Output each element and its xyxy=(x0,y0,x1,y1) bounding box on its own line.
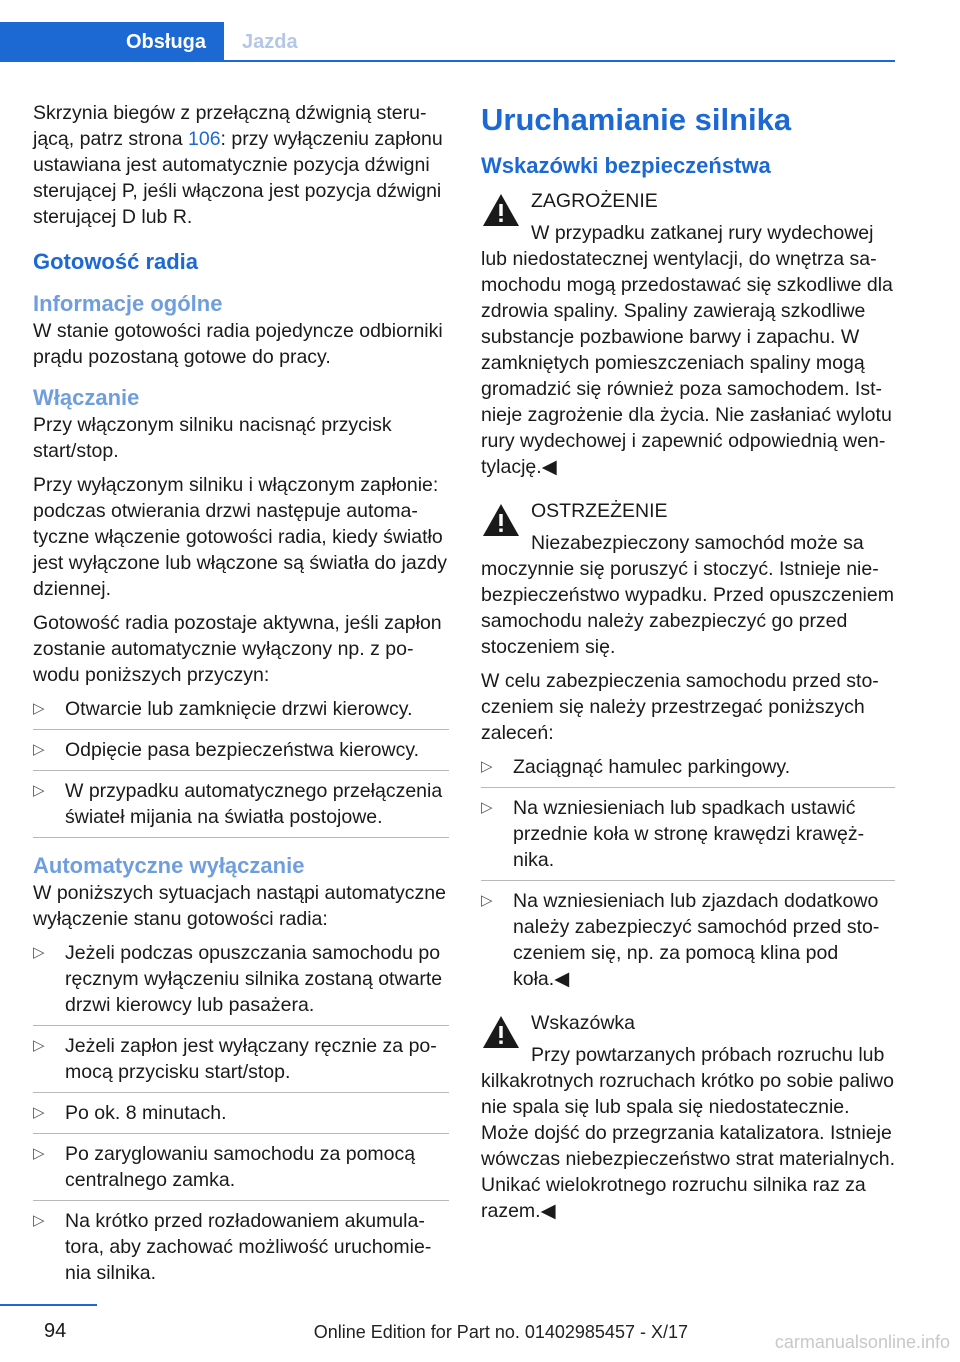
list-item xyxy=(33,737,449,771)
auto-off-paragraph: W poniższych sytuacjach nastąpi automatyczne wyłączenie stanu gotowości radia: xyxy=(33,882,446,930)
auto-off-list xyxy=(33,940,449,1286)
warning-title: OSTRZEŻENIE xyxy=(531,500,668,522)
list-item xyxy=(481,888,895,992)
heading-engine-start: Uruchamianie silnika xyxy=(481,102,792,137)
triangle-bullet-icon: ▷ xyxy=(33,782,45,799)
header-rule xyxy=(0,60,895,62)
switching-on-paragraph-1: Przy włączonym silniku nacisnąć przycisk start/stop. xyxy=(33,414,392,462)
list-item-text: Na wzniesieniach lub zjazdach dodatkowo należy zabezpieczyć samochód przed stoczeniem się, np. za pomocą klina pod koła.◀ xyxy=(513,890,880,990)
tab-obsluga[interactable]: Obsługa xyxy=(0,22,224,62)
list-item-text: W przypadku automatycznego przełączenia świateł mijania na światła postojowe. xyxy=(65,780,443,828)
list-item-text: Zaciągnąć hamulec parkingowy. xyxy=(513,756,791,778)
list-item xyxy=(33,1208,449,1286)
list-item-text: Po ok. 8 minutach. xyxy=(65,1102,227,1124)
warning-caution xyxy=(481,498,895,660)
triangle-bullet-icon: ▷ xyxy=(481,892,493,909)
triangle-bullet-icon: ▷ xyxy=(481,799,493,816)
warning-triangle-icon xyxy=(481,192,521,228)
triangle-bullet-icon: ▷ xyxy=(33,700,45,717)
warning-first-line: Przy powtarzanych próbach rozruchu lub xyxy=(531,1044,885,1066)
list-item-text: Jeżeli podczas opuszczania samochodu po ręcznym wyłączeniu silnika zostaną otwarte drzwi kierowcy lub pasażera. xyxy=(65,942,443,1016)
list-item-text: Po zaryglowaniu samochodu za pomocą centralnego zamka. xyxy=(65,1143,416,1191)
warning-first-line: W przypadku zatkanej rury wydechowej xyxy=(531,222,874,244)
list-item-text: Na wzniesieniach lub spadkach ustawić przednie koła w stronę krawędzi krawężnika. xyxy=(513,797,865,871)
triangle-bullet-icon: ▷ xyxy=(33,944,45,961)
warning-body: lub niedostatecznej wentylacji, do wnętrza samochodu mogą przedostawać się szkodliwe dla zdrowia spaliny. Spaliny zawierają szkodliwe substancje pozbawione barwy i zapachu. W zamkniętych pomieszczeniach spaliny mogą gromadzić się również poza samochodem. Istnieje zagrożenie dla życia. Nie zasłaniać wylotu rury wydechowej i zapewnić odpowiednią wentylację.◀ xyxy=(481,248,893,478)
warning-note xyxy=(481,1010,895,1224)
intro-text-post: : przy wyłączeniu zapłonu ustawiana jest automatycznie pozycja dźwigni sterującej P, jeśli włączona jest pozycja dźwigni sterującej D lub R. xyxy=(33,128,443,228)
left-column xyxy=(33,100,449,1294)
edition-note: Online Edition for Part no. 01402985457 - X/17 xyxy=(313,1322,688,1342)
right-column xyxy=(481,100,895,1232)
heading-switching-on: Włączanie xyxy=(33,385,140,410)
list-item xyxy=(33,1033,449,1093)
warning-first-line: Niezabezpieczony samochód może sa xyxy=(531,532,864,554)
tab-jazda[interactable]: Jazda xyxy=(242,31,298,53)
footer-rule xyxy=(0,1304,97,1306)
list-item xyxy=(481,754,895,788)
triangle-bullet-icon: ▷ xyxy=(33,1104,45,1121)
warning-danger xyxy=(481,188,895,480)
switching-on-paragraph-2: Przy wyłączonym silniku i włączonym zapłonie: podczas otwierania drzwi następuje automatyczne włączenie gotowości radia, kiedy światło jest wyłączone lub włączone są światła do jazdy dziennej. xyxy=(33,474,448,600)
triangle-bullet-icon: ▷ xyxy=(33,741,45,758)
list-item-text: Odpięcie pasa bezpieczeństwa kierowcy. xyxy=(65,739,420,761)
chapter-tab-bar xyxy=(0,22,895,62)
general-info-paragraph: W stanie gotowości radia pojedyncze odbiorniki prądu pozostaną gotowe do pracy. xyxy=(33,320,443,368)
list-item xyxy=(33,940,449,1026)
triangle-bullet-icon: ▷ xyxy=(33,1037,45,1054)
warning-triangle-icon xyxy=(481,1014,521,1050)
page-number: 94 xyxy=(44,1320,67,1342)
triangle-bullet-icon: ▷ xyxy=(33,1145,45,1162)
page-reference-link[interactable]: 106 xyxy=(188,128,221,150)
list-item xyxy=(33,696,449,730)
intro-text-pre: Skrzynia biegów z przełączną dźwignią sterującą, patrz strona xyxy=(33,102,427,150)
triangle-bullet-icon: ▷ xyxy=(481,758,493,775)
list-item xyxy=(481,795,895,881)
watermark: carmanualsonline.info xyxy=(774,1332,950,1352)
switching-on-paragraph-3: Gotowość radia pozostaje aktywna, jeśli zapłon zostanie automatycznie wyłączony np. z powodu poniższych przyczyn: xyxy=(33,612,442,686)
list-item xyxy=(33,778,449,838)
heading-general-info: Informacje ogólne xyxy=(33,291,223,316)
list-item xyxy=(33,1141,449,1201)
heading-safety-notes: Wskazówki bezpieczeństwa xyxy=(481,153,771,178)
intro-paragraph xyxy=(33,100,449,230)
warning-body: kilkakrotnych rozruchach krótko po sobie paliwo nie spala się lub spala się niedostatecznie. Może dojść do przegrzania katalizatora. Istnieje wówczas niebezpieczeństwo strat materialnych. Unikać wielokrotnego rozruchu silnika raz za razem.◀ xyxy=(481,1070,896,1222)
warning-title: Wskazówka xyxy=(531,1012,636,1034)
heading-auto-off: Automatyczne wyłączanie xyxy=(33,853,305,878)
warning-title: ZAGROŻENIE xyxy=(531,190,658,212)
heading-radio-readiness: Gotowość radia xyxy=(33,249,199,274)
triangle-bullet-icon: ▷ xyxy=(33,1212,45,1229)
list-item xyxy=(33,1100,449,1134)
rolling-list xyxy=(481,754,895,992)
list-item-text: Na krótko przed rozładowaniem akumulatora, aby zachować możliwość uruchomienia silnika. xyxy=(65,1210,432,1284)
switching-on-list xyxy=(33,696,449,838)
list-item-text: Jeżeli zapłon jest wyłączany ręcznie za pomocą przycisku start/stop. xyxy=(65,1035,437,1083)
warning-body: moczynnie się poruszyć i stoczyć. Istnieje niebezpieczeństwo wypadku. Przed opuszczeniem samochodu należy zabezpieczyć go przed stoczeniem się. xyxy=(481,558,894,658)
rolling-paragraph: W celu zabezpieczenia samochodu przed stoczeniem się należy przestrzegać poniższych zaleceń: xyxy=(481,670,879,744)
list-item-text: Otwarcie lub zamknięcie drzwi kierowcy. xyxy=(65,698,413,720)
warning-triangle-icon xyxy=(481,502,521,538)
